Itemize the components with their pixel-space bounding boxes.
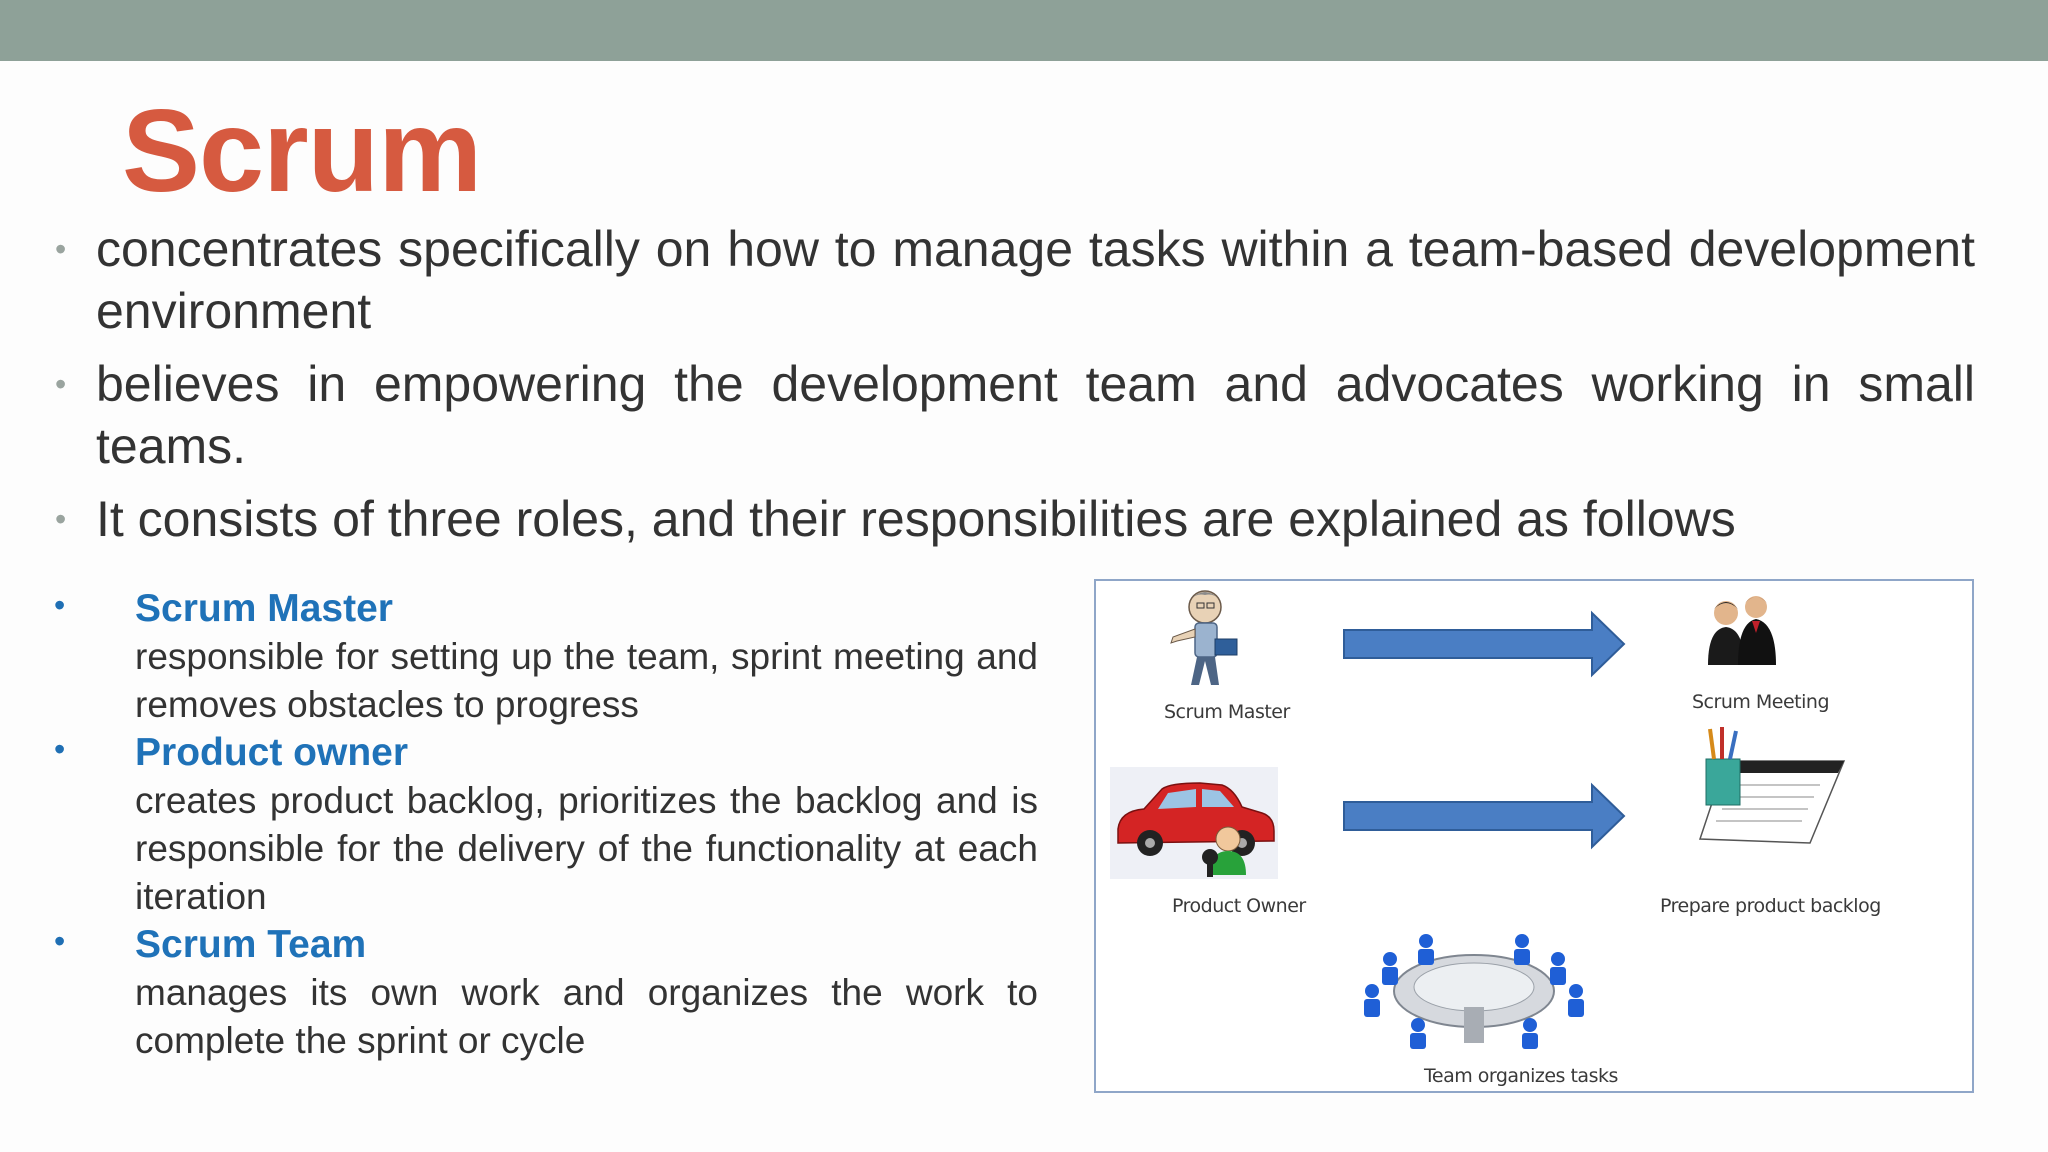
role-name: Scrum Master: [135, 587, 393, 630]
bullet-dot-icon: •: [54, 731, 66, 767]
bullet-dot-icon: •: [55, 366, 67, 402]
roles-list: [54, 585, 1038, 1065]
role-item: [54, 921, 1038, 1065]
bullet-text: It consists of three roles, and their responsibilities are explained as follows: [96, 491, 1736, 547]
top-bar: [0, 0, 2048, 61]
bullet-dot-icon: •: [54, 923, 66, 959]
role-item: [54, 585, 1038, 729]
bullet-dot-icon: •: [55, 231, 67, 267]
scrum-meeting-caption: Scrum Meeting: [1692, 691, 1830, 713]
prepare-backlog-caption: Prepare product backlog: [1660, 895, 1881, 917]
role-name: Product owner: [135, 731, 409, 774]
arrow-right-icon: [1342, 609, 1628, 679]
scrum-diagram: [1094, 579, 1974, 1093]
bullet-item: [55, 488, 1975, 550]
role-description: responsible for setting up the team, sprint meeting and removes obstacles to progress: [135, 636, 1038, 725]
bullet-text: concentrates specifically on how to manage tasks within a team-based development environment: [96, 221, 1975, 339]
team-organizes-caption: Team organizes tasks: [1424, 1065, 1618, 1087]
role-description: creates product backlog, prioritizes the backlog and is responsible for the delivery of the functionality at each iteration: [135, 780, 1038, 917]
bullet-item: [55, 218, 1975, 342]
role-item: [54, 729, 1038, 921]
arrow-right-icon: [1342, 781, 1628, 851]
notepad-pencils-icon: [1692, 725, 1852, 849]
person-with-briefcase-icon: [1161, 585, 1251, 693]
role-description: manages its own work and organizes the work to complete the sprint or cycle: [135, 972, 1038, 1061]
role-name: Scrum Team: [135, 923, 367, 966]
bullet-dot-icon: •: [54, 587, 66, 623]
slide-title: Scrum: [122, 85, 482, 216]
car-key-owner-icon: [1110, 767, 1278, 879]
bullet-dot-icon: •: [55, 501, 67, 537]
main-bullet-list: [55, 218, 1975, 561]
round-table-team-icon: [1356, 929, 1592, 1055]
product-owner-caption: Product Owner: [1172, 895, 1306, 917]
scrum-master-caption: Scrum Master: [1164, 701, 1290, 723]
meeting-people-icon: [1702, 589, 1782, 671]
bullet-text: believes in empowering the development team and advocates working in small teams.: [96, 356, 1975, 474]
bullet-item: [55, 353, 1975, 477]
